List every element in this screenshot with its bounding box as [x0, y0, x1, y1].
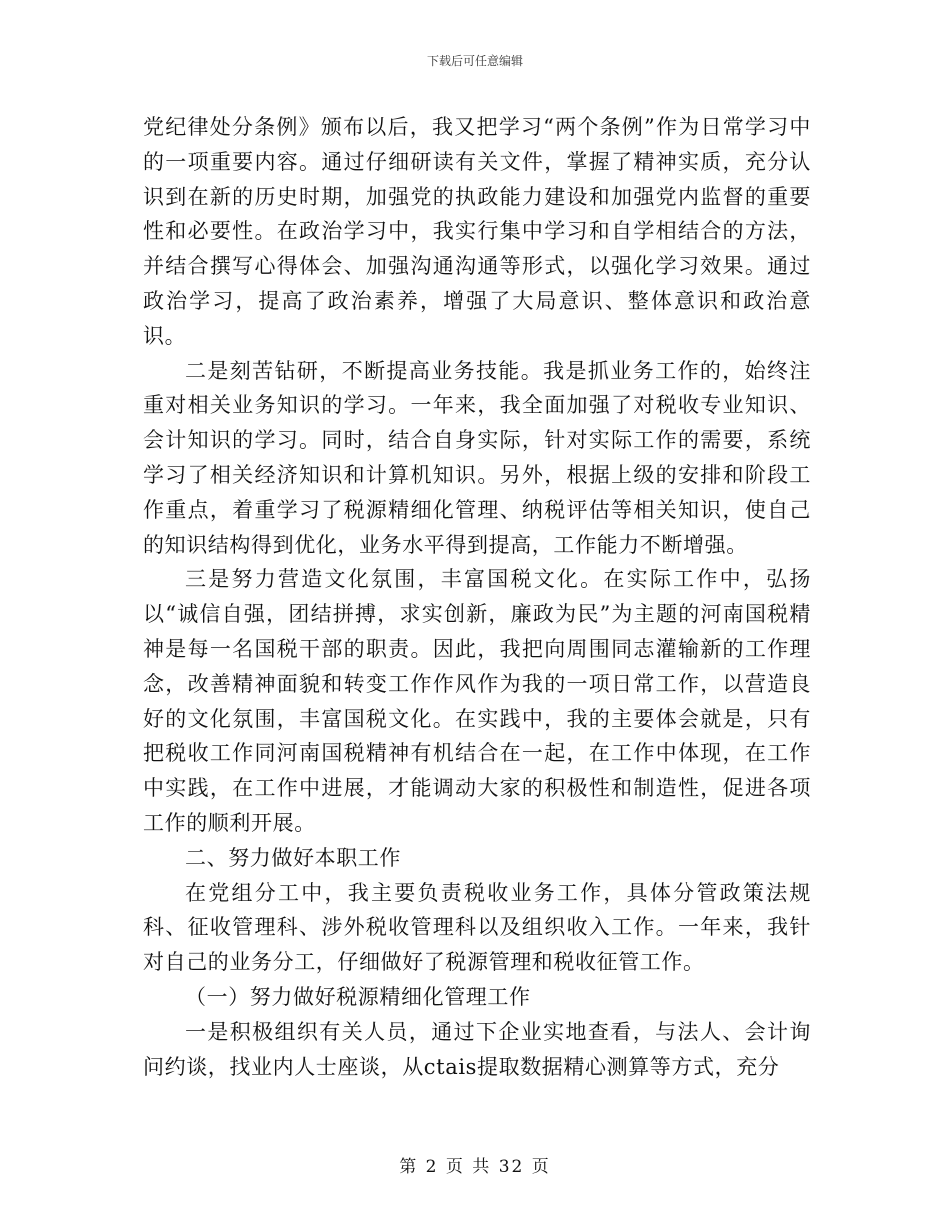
paragraph-tax-culture: 三是努力营造文化氛围，丰富国税文化。在实际工作中，弘扬以“诚信自强，团结拼搏，求实创新，廉政为民”为主题的河南国税精神是每一名国税干部的职责。因此，我把向周围同志灌输新的工作理念，改善精神面貌和转变工作作风作为我的一项日常工作，以营造良好的文化氛围，丰富国税文化。在实践中，我的主要体会就是，只有把税收工作同河南国税精神有机结合在一起，在工作中体现，在工作中实践，在工作中进展，才能调动大家的积极性和制造性，促进各项工作的顺利开展。 [143, 567, 811, 835]
page-number-footer: 第 2 页 共 32 页 [399, 1157, 551, 1177]
page-header-note: 下载后可任意编辑 [426, 54, 523, 68]
paragraph-political-study: 党纪律处分条例》颁布以后，我又把学习“两个条例”作为日常学习中的一项重要内容。通过仔细研读有关文件，掌握了精神实质，充分认识到在新的历史时期，加强党的执政能力建设和加强党内监督的重要性和必要性。在政治学习中，我实行集中学习和自学相结合的方法，并结合撰写心得体会、加强沟通沟通等形式，以强化学习效果。通过政治学习，提高了政治素养，增强了大局意识、整体意识和政治意识。 [143, 115, 811, 348]
document-body [143, 110, 811, 1084]
paragraph-tax-source-first: 一是积极组织有关人员，通过下企业实地查看，与法人、会计询问约谈，找业内人士座谈，从ctais提取数据精心测算等方式，充分 [143, 1019, 811, 1079]
paragraph-business-skills: 二是刻苦钻研，不断提高业务技能。我是抓业务工作的，始终注重对相关业务知识的学习。一年来，我全面加强了对税收专业知识、会计知识的学习。同时，结合自身实际，针对实际工作的需要，系统学习了相关经济知识和计算机知识。另外，根据上级的安排和阶段工作重点，着重学习了税源精细化管理、纳税评估等相关知识，使自己的知识结构得到优化，业务水平得到提高，工作能力不断增强。 [143, 358, 811, 557]
paragraph-duties-overview: 在党组分工中，我主要负责税收业务工作，具体分管政策法规科、征收管理科、涉外税收管理科以及组织收入工作。一年来，我针对自己的业务分工，仔细做好了税源管理和税收征管工作。 [143, 880, 811, 975]
subsection-heading-tax-source: （一）努力做好税源精细化管理工作 [185, 984, 531, 1009]
section-heading-duties: 二、努力做好本职工作 [185, 845, 401, 870]
